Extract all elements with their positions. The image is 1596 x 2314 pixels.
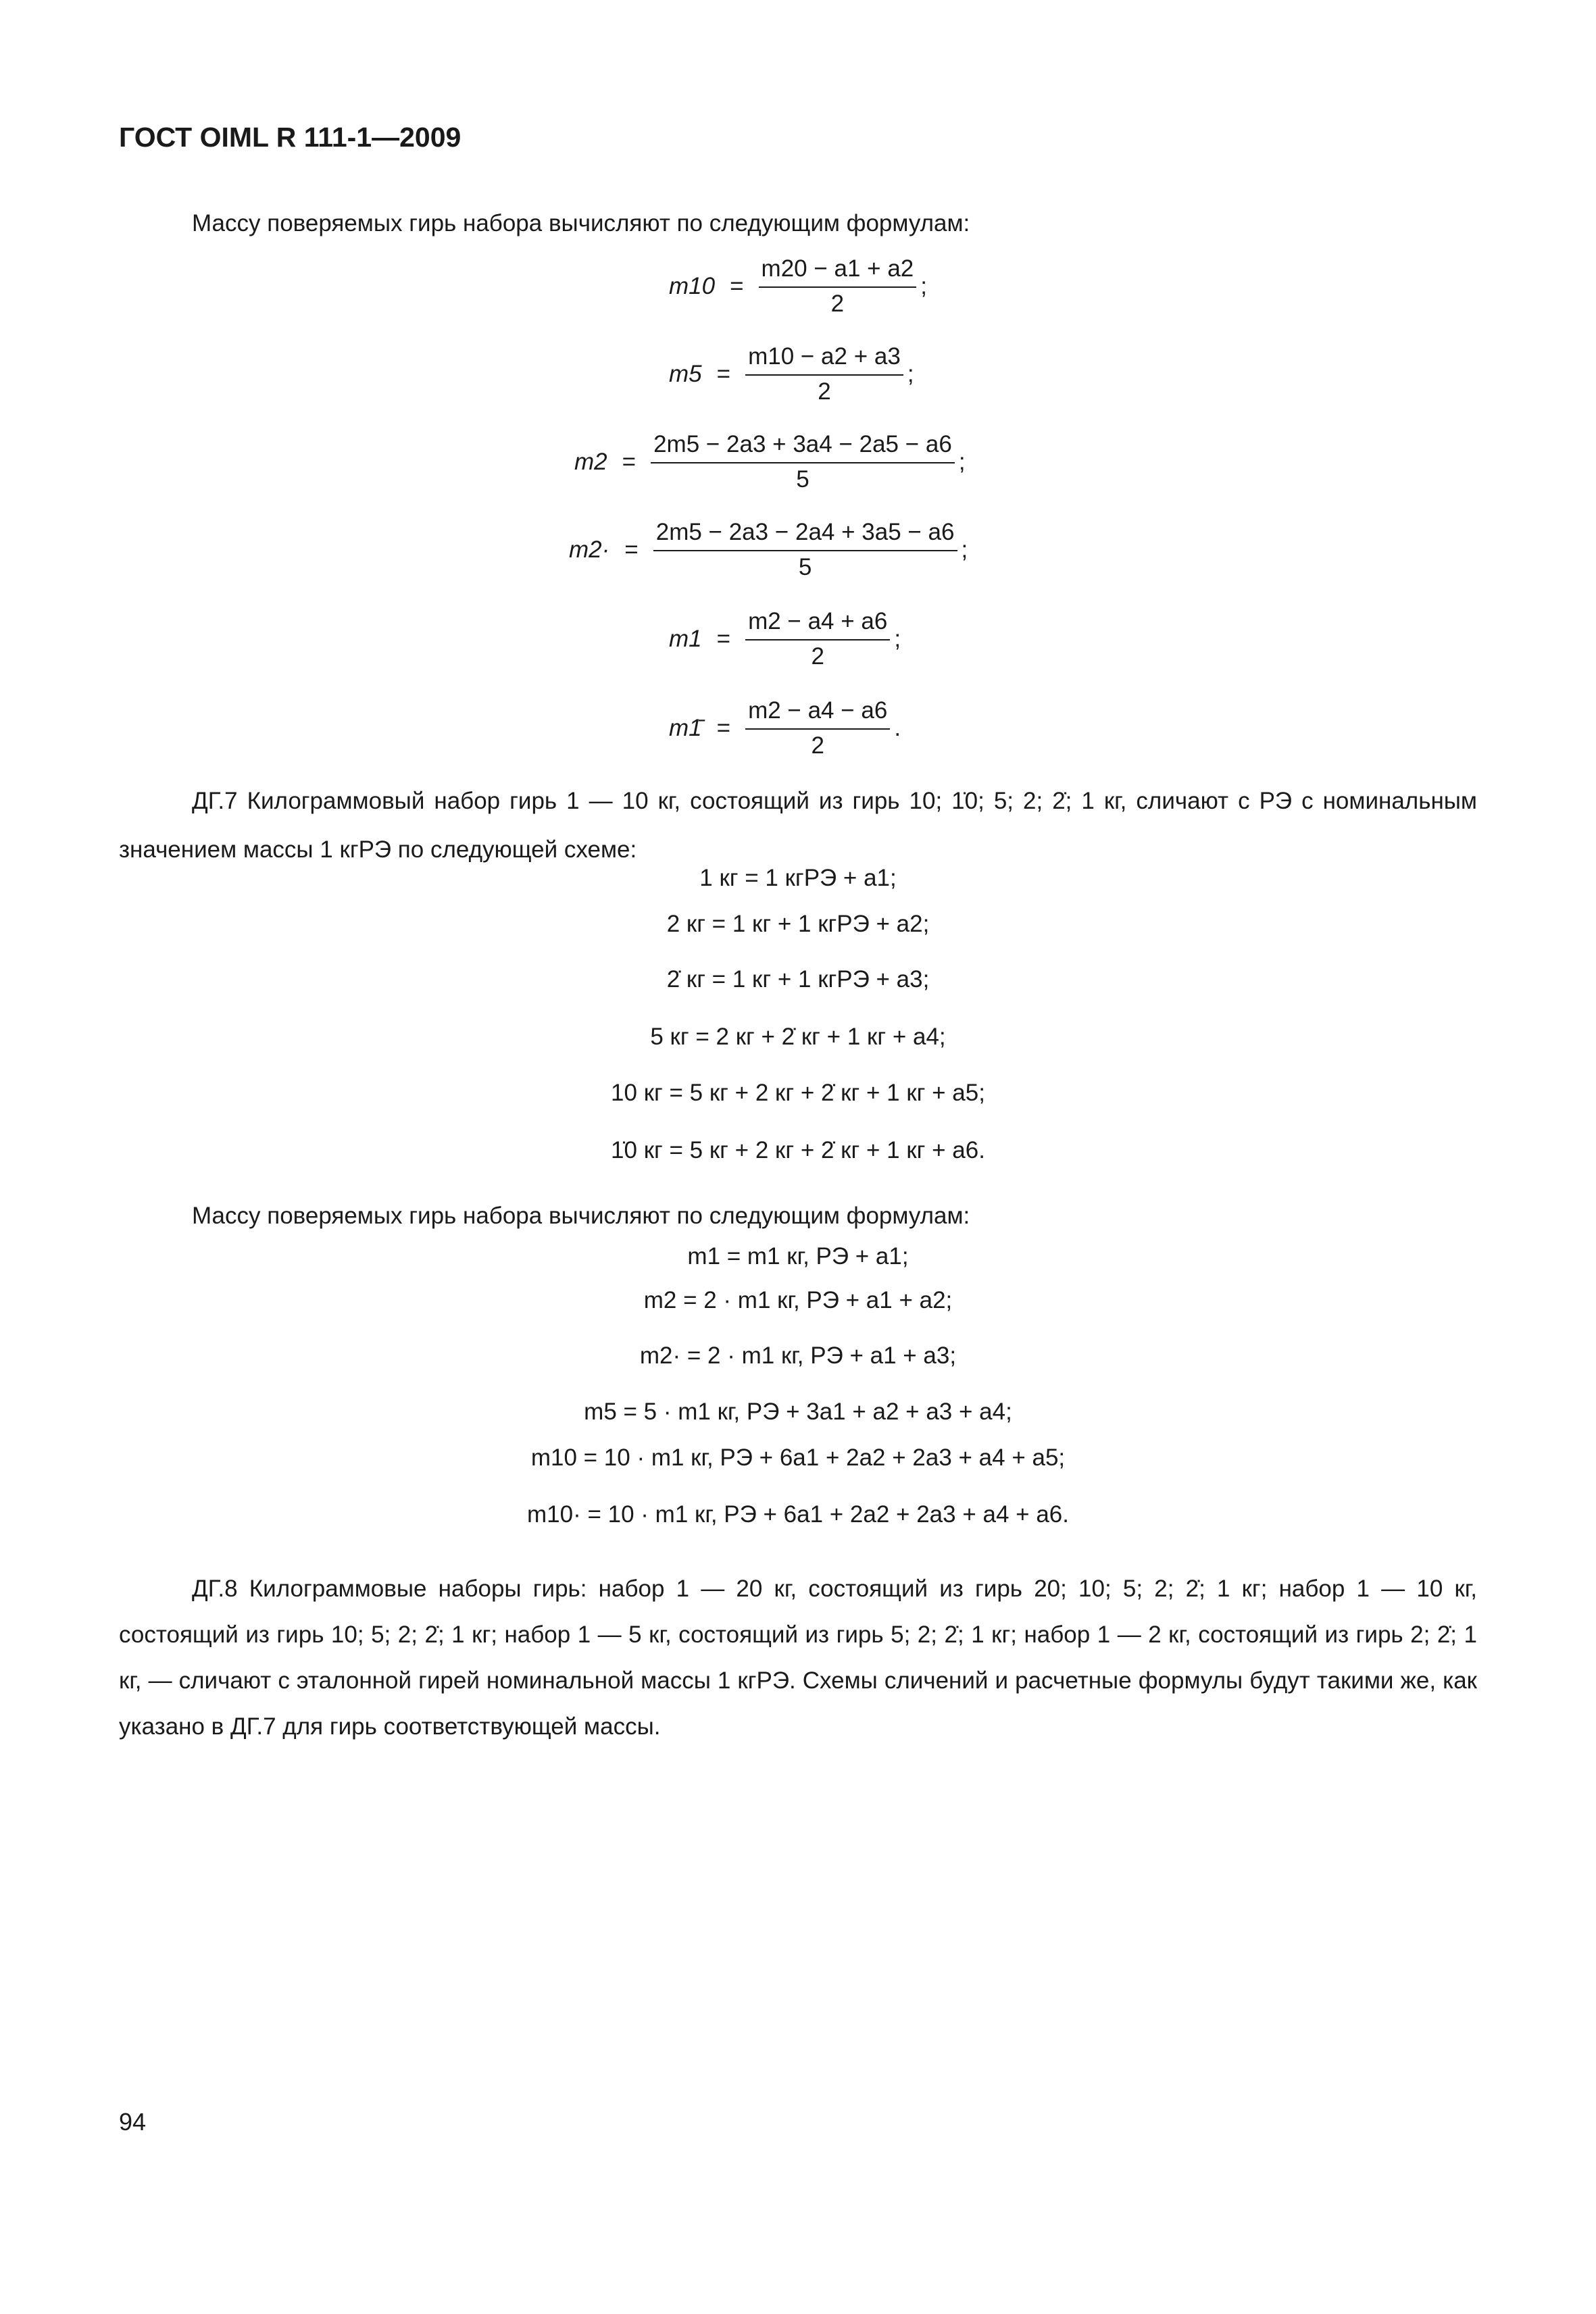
equals-sign: = bbox=[716, 361, 731, 387]
formula-lhs: m10 bbox=[669, 273, 716, 299]
fraction-denominator: 5 bbox=[796, 466, 809, 493]
scheme-line: 1 кг = 1 кгРЭ + a1; bbox=[699, 865, 897, 891]
fraction-formula bbox=[669, 697, 901, 759]
equals-sign: = bbox=[622, 449, 637, 475]
formula-punctuation: ; bbox=[961, 536, 968, 563]
fraction-denominator: 5 bbox=[798, 554, 812, 580]
formula-punctuation: ; bbox=[958, 449, 966, 475]
mass-formula-line: m2· = 2 · m1 кг, РЭ + a1 + a3; bbox=[639, 1342, 957, 1369]
formula-punctuation: ; bbox=[894, 626, 901, 652]
intro-paragraph-1: Массу поверяемых гирь набора вычисляют по следующим формулам: bbox=[192, 210, 970, 236]
fraction-numerator: m10 − a2 + a3 bbox=[745, 343, 903, 376]
fraction-numerator: 2m5 − 2a3 + 3a4 − 2a5 − a6 bbox=[651, 431, 955, 463]
intro-paragraph-2: Массу поверяемых гирь набора вычисляют по следующим формулам: bbox=[192, 1203, 970, 1229]
formula-lhs: m1̄ bbox=[669, 715, 702, 741]
equals-sign: = bbox=[624, 536, 639, 563]
fraction-numerator: m2 − a4 − a6 bbox=[745, 697, 890, 730]
fraction bbox=[745, 697, 890, 759]
fraction-numerator: m20 − a1 + a2 bbox=[759, 255, 917, 288]
mass-formula-line: m10· = 10 · m1 кг, РЭ + 6a1 + 2a2 + 2a3 + a4 + a6. bbox=[527, 1501, 1069, 1528]
fraction bbox=[653, 519, 957, 581]
fraction-denominator: 2 bbox=[811, 732, 824, 759]
fraction bbox=[651, 431, 955, 493]
dg7-paragraph: ДГ.7 Килограммовый набор гирь 1 — 10 кг, состоящий из гирь 10; 1̇0; 5; 2; 2̇; 1 кг, сличают с РЭ с номинальным значением массы 1 кгРЭ по следующей схеме: bbox=[119, 788, 1477, 863]
fraction-denominator: 2 bbox=[830, 291, 845, 317]
equals-sign: = bbox=[716, 715, 731, 741]
fraction-formula bbox=[574, 431, 966, 493]
fraction-numerator: m2 − a4 + a6 bbox=[745, 608, 890, 640]
page-number: 94 bbox=[119, 2108, 147, 2136]
fraction-formula bbox=[669, 255, 927, 318]
scheme-line: 5 кг = 2 кг + 2̇ кг + 1 кг + a4; bbox=[650, 1024, 946, 1050]
fraction bbox=[745, 608, 890, 670]
mass-formula-line: m10 = 10 · m1 кг, РЭ + 6a1 + 2a2 + 2a3 + a4 + a5; bbox=[530, 1444, 1066, 1471]
formula-lhs: m5 bbox=[669, 361, 702, 387]
fraction bbox=[745, 343, 903, 405]
formula-punctuation: ; bbox=[907, 361, 914, 387]
scheme-line: 10 кг = 5 кг + 2 кг + 2̇ кг + 1 кг + a5; bbox=[611, 1080, 985, 1106]
formula-punctuation: ; bbox=[920, 273, 928, 299]
fraction-numerator: 2m5 − 2a3 − 2a4 + 3a5 − a6 bbox=[653, 519, 957, 551]
formula-lhs: m1 bbox=[669, 626, 702, 652]
fraction-formula bbox=[669, 343, 914, 405]
scheme-line: 2̇ кг = 1 кг + 1 кгРЭ + a3; bbox=[666, 966, 930, 992]
equals-sign: = bbox=[716, 626, 731, 652]
formula-punctuation: . bbox=[894, 715, 901, 741]
fraction bbox=[759, 255, 917, 318]
dg8-paragraph: ДГ.8 Килограммовые наборы гирь: набор 1 — 20 кг, состоящий из гирь 20; 10; 5; 2; 2̇; 1 кг; набор 1 — 10 кг, состоящий из гирь 10; 5; 2; 2̇; 1 кг; набор 1 — 5 кг, состоящий из гирь 5; 2; 2̇; 1 кг; набор 1 — 2 кг, состоящий из гирь 2; 2̇; 1 кг, — сличают с эталонной гирей номинальной массы 1 кгРЭ. Схемы сличений и расчетные формулы будут такими же, как указано в ДГ.7 для гирь соответствующей массы. bbox=[119, 1576, 1477, 1740]
fraction-denominator: 2 bbox=[818, 378, 831, 405]
fraction-denominator: 2 bbox=[811, 643, 824, 670]
scheme-line: 1̇0 кг = 5 кг + 2 кг + 2̇ кг + 1 кг + a6. bbox=[611, 1137, 985, 1163]
mass-formula-line: m2 = 2 · m1 кг, РЭ + a1 + a2; bbox=[643, 1287, 953, 1313]
mass-formula-line: m1 = m1 кг, РЭ + a1; bbox=[687, 1243, 909, 1269]
document-header: ГОСТ OIML R 111-1—2009 bbox=[119, 122, 462, 153]
formula-lhs: m2 bbox=[574, 449, 607, 475]
formula-lhs: m2· bbox=[569, 536, 610, 563]
fraction-formula bbox=[669, 608, 901, 670]
scheme-line: 2 кг = 1 кг + 1 кгРЭ + a2; bbox=[666, 911, 930, 937]
fraction-formula bbox=[569, 519, 968, 581]
equals-sign: = bbox=[730, 273, 744, 299]
mass-formula-line: m5 = 5 · m1 кг, РЭ + 3a1 + a2 + a3 + a4; bbox=[584, 1399, 1012, 1425]
